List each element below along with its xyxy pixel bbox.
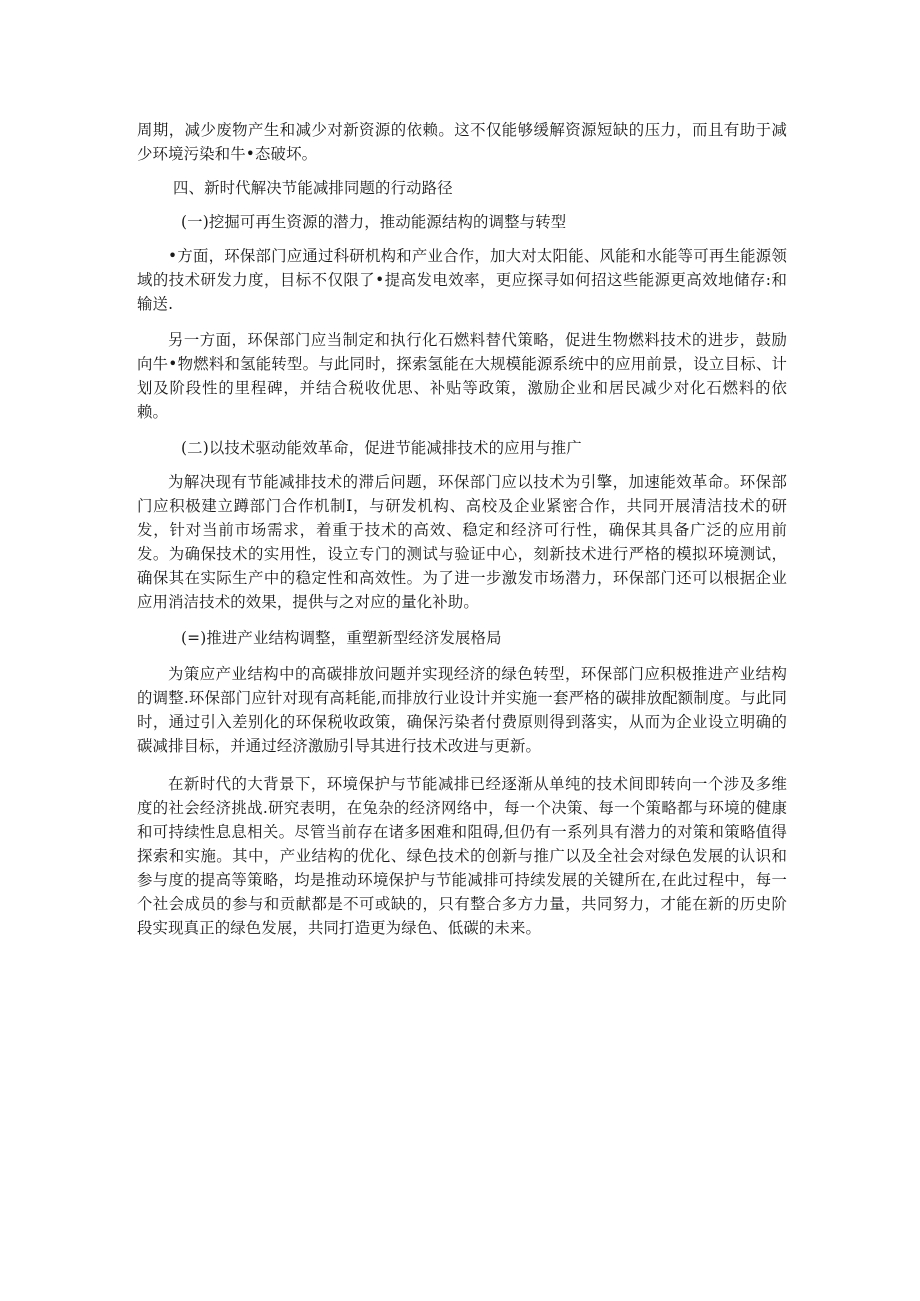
paragraph-conclusion: 在新时代的大背景下，环境保护与节能减排已经逐渐从单纯的技术间即转向一个涉及多维度的社会经济挑战.研究表明，在兔杂的经济网络中，每一个决策、每一个策略都与环境的健康和可持续性息息相关。尽管当前存在诸多困难和阻碍,但仍有一系列具有潜力的对策和策略值得探索和实施。其中，产业结构的优化、绿色技术的创新与推广以及全社会对绿色发展的认识和参与度的提高等策略，均是推动环境保护与节能减排可持续发展的关键所在,在此过程中，每一个社会成员的参与和贡献都是不可或缺的，只有整合多方力量，共同努力，才能在新的历史阶段实现真正的绿色发展，共同打造更为绿色、低碳的未来。 bbox=[137, 775, 787, 937]
document-page bbox=[137, 118, 787, 940]
paragraph: 另一方面，环保部门应当制定和执行化石燃料替代策略，促进生物燃料技术的进步，鼓励向牛•物燃料和氢能转型。与此同时，探索氢能在大规模能源系统中的应用前景，设立目标、计划及阶段性的里程碑，并结合税收优思、补贴等政策，激励企业和居民减少对化石燃料的依赖。 bbox=[137, 331, 787, 421]
subsection-heading-3: (=)推进产业结构调整，重塑新型经济发展格局 bbox=[181, 629, 502, 647]
paragraph: 为解决现有节能减排技术的滞后问题，环保部门应以技术为引擎，加速能效革命。环保部门应积极建立蹲部门合作机制I，与研发机构、高校及企业紧密合作，共同开展清洁技术的研发，针对当前市场需求，着重于技术的高效、稳定和经济可行性，确保其具备广泛的应用前发。为确保技术的实用性，设立专门的测试与验证中心，刻新技术进行严格的模拟环境测试，确保其在实际生产中的稳定性和高效性。为了进一步激发市场潜力，环保部门还可以根据企业应用消洁技术的效果，提供与之对应的量化补助。 bbox=[137, 473, 787, 611]
subsection-heading-2: (二)以技术驱动能效革命，促进节能减排技术的应用与推广 bbox=[181, 439, 582, 457]
section-heading-4: 四、新时代解决节能减排同题的行动路径 bbox=[173, 179, 453, 197]
paragraph: 为策应产业结构中的高碳排放问题并实现经济的绿色转型，环保部门应积极推进产业结构的调整.环保部门应针对现有高耗能,而排放行业设计并实施一套严格的碳排放配额制度。与此同时，通过引入差别化的环保税收政策，确保污染者付费原则得到落实，从而为企业设立明确的碳减排目标，并通过经济激励引导其进行技术改进与更新。 bbox=[137, 665, 787, 755]
subsection-heading-1: (一)挖掘可再生资源的潜力，推动能源结构的调整与转型 bbox=[181, 213, 567, 231]
paragraph-continuation: 周期，减少废物产生和减少对新资源的依赖。这不仅能够缓解资源短缺的压力，而且有助于减少环境污染和牛•态破坏。 bbox=[137, 121, 787, 163]
paragraph: •方面，环保部门应通过科研机构和产业合作，加大对太阳能、风能和水能等可再生能源领域的技术研发力度，目标不仅限了•提高发电效率，更应探寻如何招这些能源更高效地储存:和输送. bbox=[137, 247, 787, 313]
